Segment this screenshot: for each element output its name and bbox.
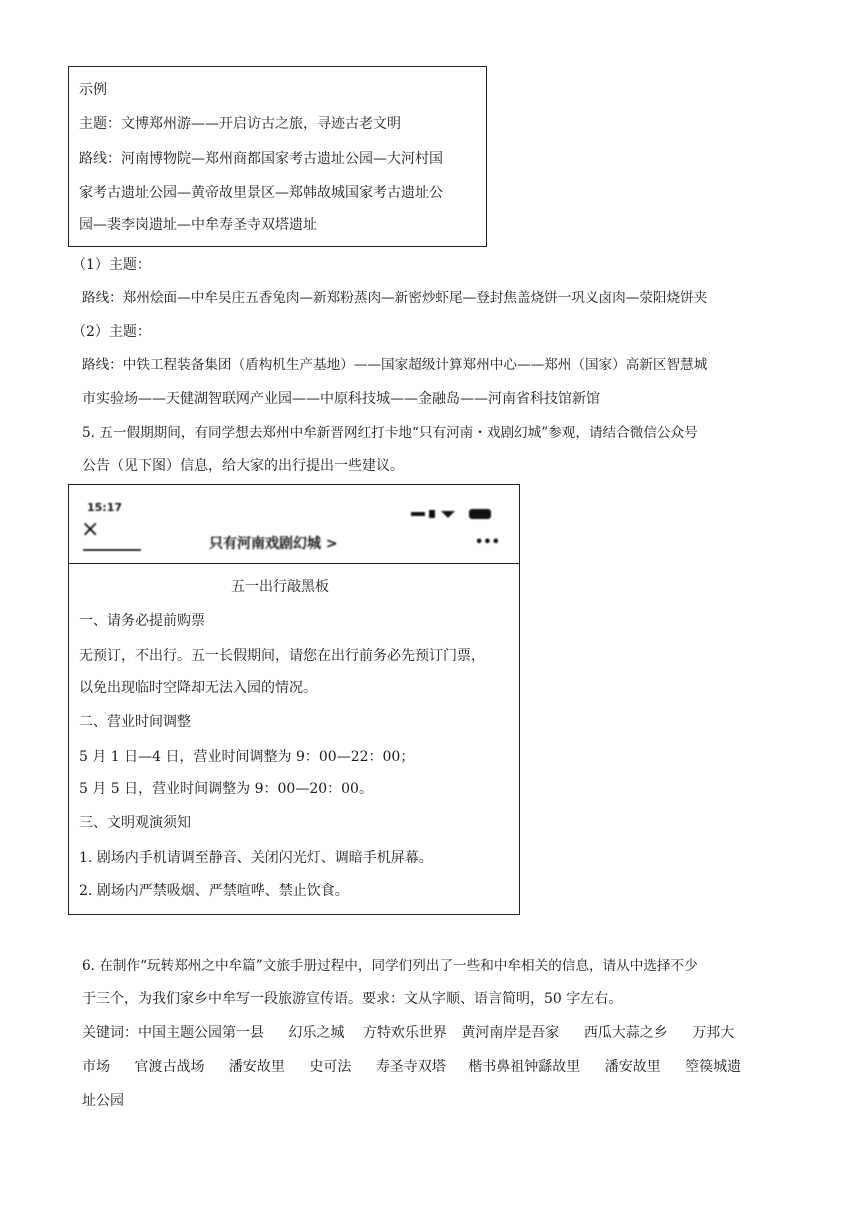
more-icon[interactable]: •••: [475, 535, 500, 550]
item2-theme: （2）主题：: [72, 324, 151, 340]
notice-line-2: 无预订，不出行。五一长假期间，请您在出行前务必先预订门票，: [79, 648, 485, 664]
phone-close-icon[interactable]: ×: [81, 517, 100, 542]
keyword: 寿圣寺双塔: [375, 1059, 446, 1075]
status-icons: [411, 507, 495, 521]
keyword: 官渡古战场: [134, 1059, 205, 1075]
notice-line-7: 三、文明观演须知: [79, 815, 191, 831]
example-route-line3: 园—裴李岗遗址—中牟寿圣寺双塔遗址: [79, 217, 317, 233]
example-route-line1: 路线：河南博物院—郑州商都国家考古遗址公园—大河村国: [79, 151, 443, 167]
notice-line-6: 5 月 5 日，营业时间调整为 9：00—20：00。: [79, 781, 373, 797]
notice-line-8: 1. 剧场内手机请调至静音、关闭闪光灯、调暗手机屏幕。: [79, 850, 433, 866]
notice-line-1: 一、请务必提前购票: [79, 613, 205, 629]
keyword: 幻乐之城: [288, 1025, 345, 1041]
q6-line1: 6. 在制作“玩转郑州之中牟篇”文旅手册过程中，同学们列出了一些和中牟相关的信息，请从中选择不少: [82, 958, 698, 974]
keywords-row1: [82, 1023, 734, 1043]
q6-line2: 于三个，为我们家乡中牟写一段旅游宣传语。要求：文从字顺、语言简明，50 字左右。: [82, 991, 623, 1007]
keyword: 方特欢乐世界: [362, 1025, 447, 1041]
item2-route-line2: 市实验场——天健湖智联网产业园——中原科技城——金融岛——河南省科技馆新馆: [82, 391, 600, 407]
keyword: 潘安故里: [228, 1059, 285, 1075]
notice-line-4: 二、营业时间调整: [79, 714, 191, 730]
item1-route: 路线：郑州烩面—中牟吴庄五香兔肉—新郑粉蒸肉—新密炒虾尾—登封焦盖烧饼一巩义卤肉—荥阳烧饼夹: [82, 290, 708, 306]
example-route-line2: 家考古遗址公园—黄帝故里景区—郑韩故城国家考古遗址公: [79, 185, 443, 201]
notice-line-5: 5 月 1 日—4 日，营业时间调整为 9：00—22：00；: [79, 749, 415, 765]
keyword: 万邦大: [692, 1025, 735, 1041]
keyword: 楷书鼻祖钟繇故里: [468, 1059, 581, 1075]
example-box: [68, 66, 487, 247]
keyword: 中国主题公园第一县: [138, 1025, 264, 1041]
notice-line-9: 2. 剧场内严禁吸烟、严禁喧哗、禁止饮食。: [79, 883, 349, 899]
phone-header-screenshot: [69, 485, 519, 564]
phone-title[interactable]: 只有河南戏剧幻城 >: [209, 536, 338, 552]
item1-theme: （1）主题：: [72, 257, 151, 273]
example-label: 示例: [79, 82, 107, 98]
example-theme: 主题：文博郑州游——开启访古之旅，寻迹古老文明: [79, 116, 401, 132]
header-underline: [83, 549, 141, 551]
keyword: 西瓜大蒜之乡: [583, 1025, 668, 1041]
keyword: 市场: [82, 1059, 110, 1075]
item2-route-line1: 路线：中铁工程装备集团（盾构机生产基地）——国家超级计算郑州中心——郑州（国家）高新区智慧城: [82, 357, 708, 373]
notice-box: [68, 484, 520, 915]
keyword: 址公园: [82, 1093, 124, 1109]
q5-line2: 公告（见下图）信息，给大家的出行提出一些建议。: [82, 458, 404, 474]
keywords-row2: [82, 1057, 741, 1077]
keyword: 箜篌城遗: [685, 1059, 742, 1075]
notice-line-3: 以免出现临时空降却无法入园的情况。: [79, 680, 317, 696]
q5-line1: 5. 五一假期期间，有同学想去郑州中牟新晋网红打卡地“只有河南・戏剧幻城”参观，请结合微信公众号: [82, 425, 698, 441]
keywords-label: 关键词：: [82, 1025, 138, 1041]
notice-title: 五一出行敲黑板: [231, 579, 329, 595]
keyword: 黄河南岸是吾家: [461, 1025, 560, 1041]
phone-time: 15:17: [87, 501, 123, 514]
keyword: 潘安故里: [604, 1059, 661, 1075]
keywords-row3: [82, 1091, 124, 1111]
keyword: 史可法: [309, 1059, 352, 1075]
